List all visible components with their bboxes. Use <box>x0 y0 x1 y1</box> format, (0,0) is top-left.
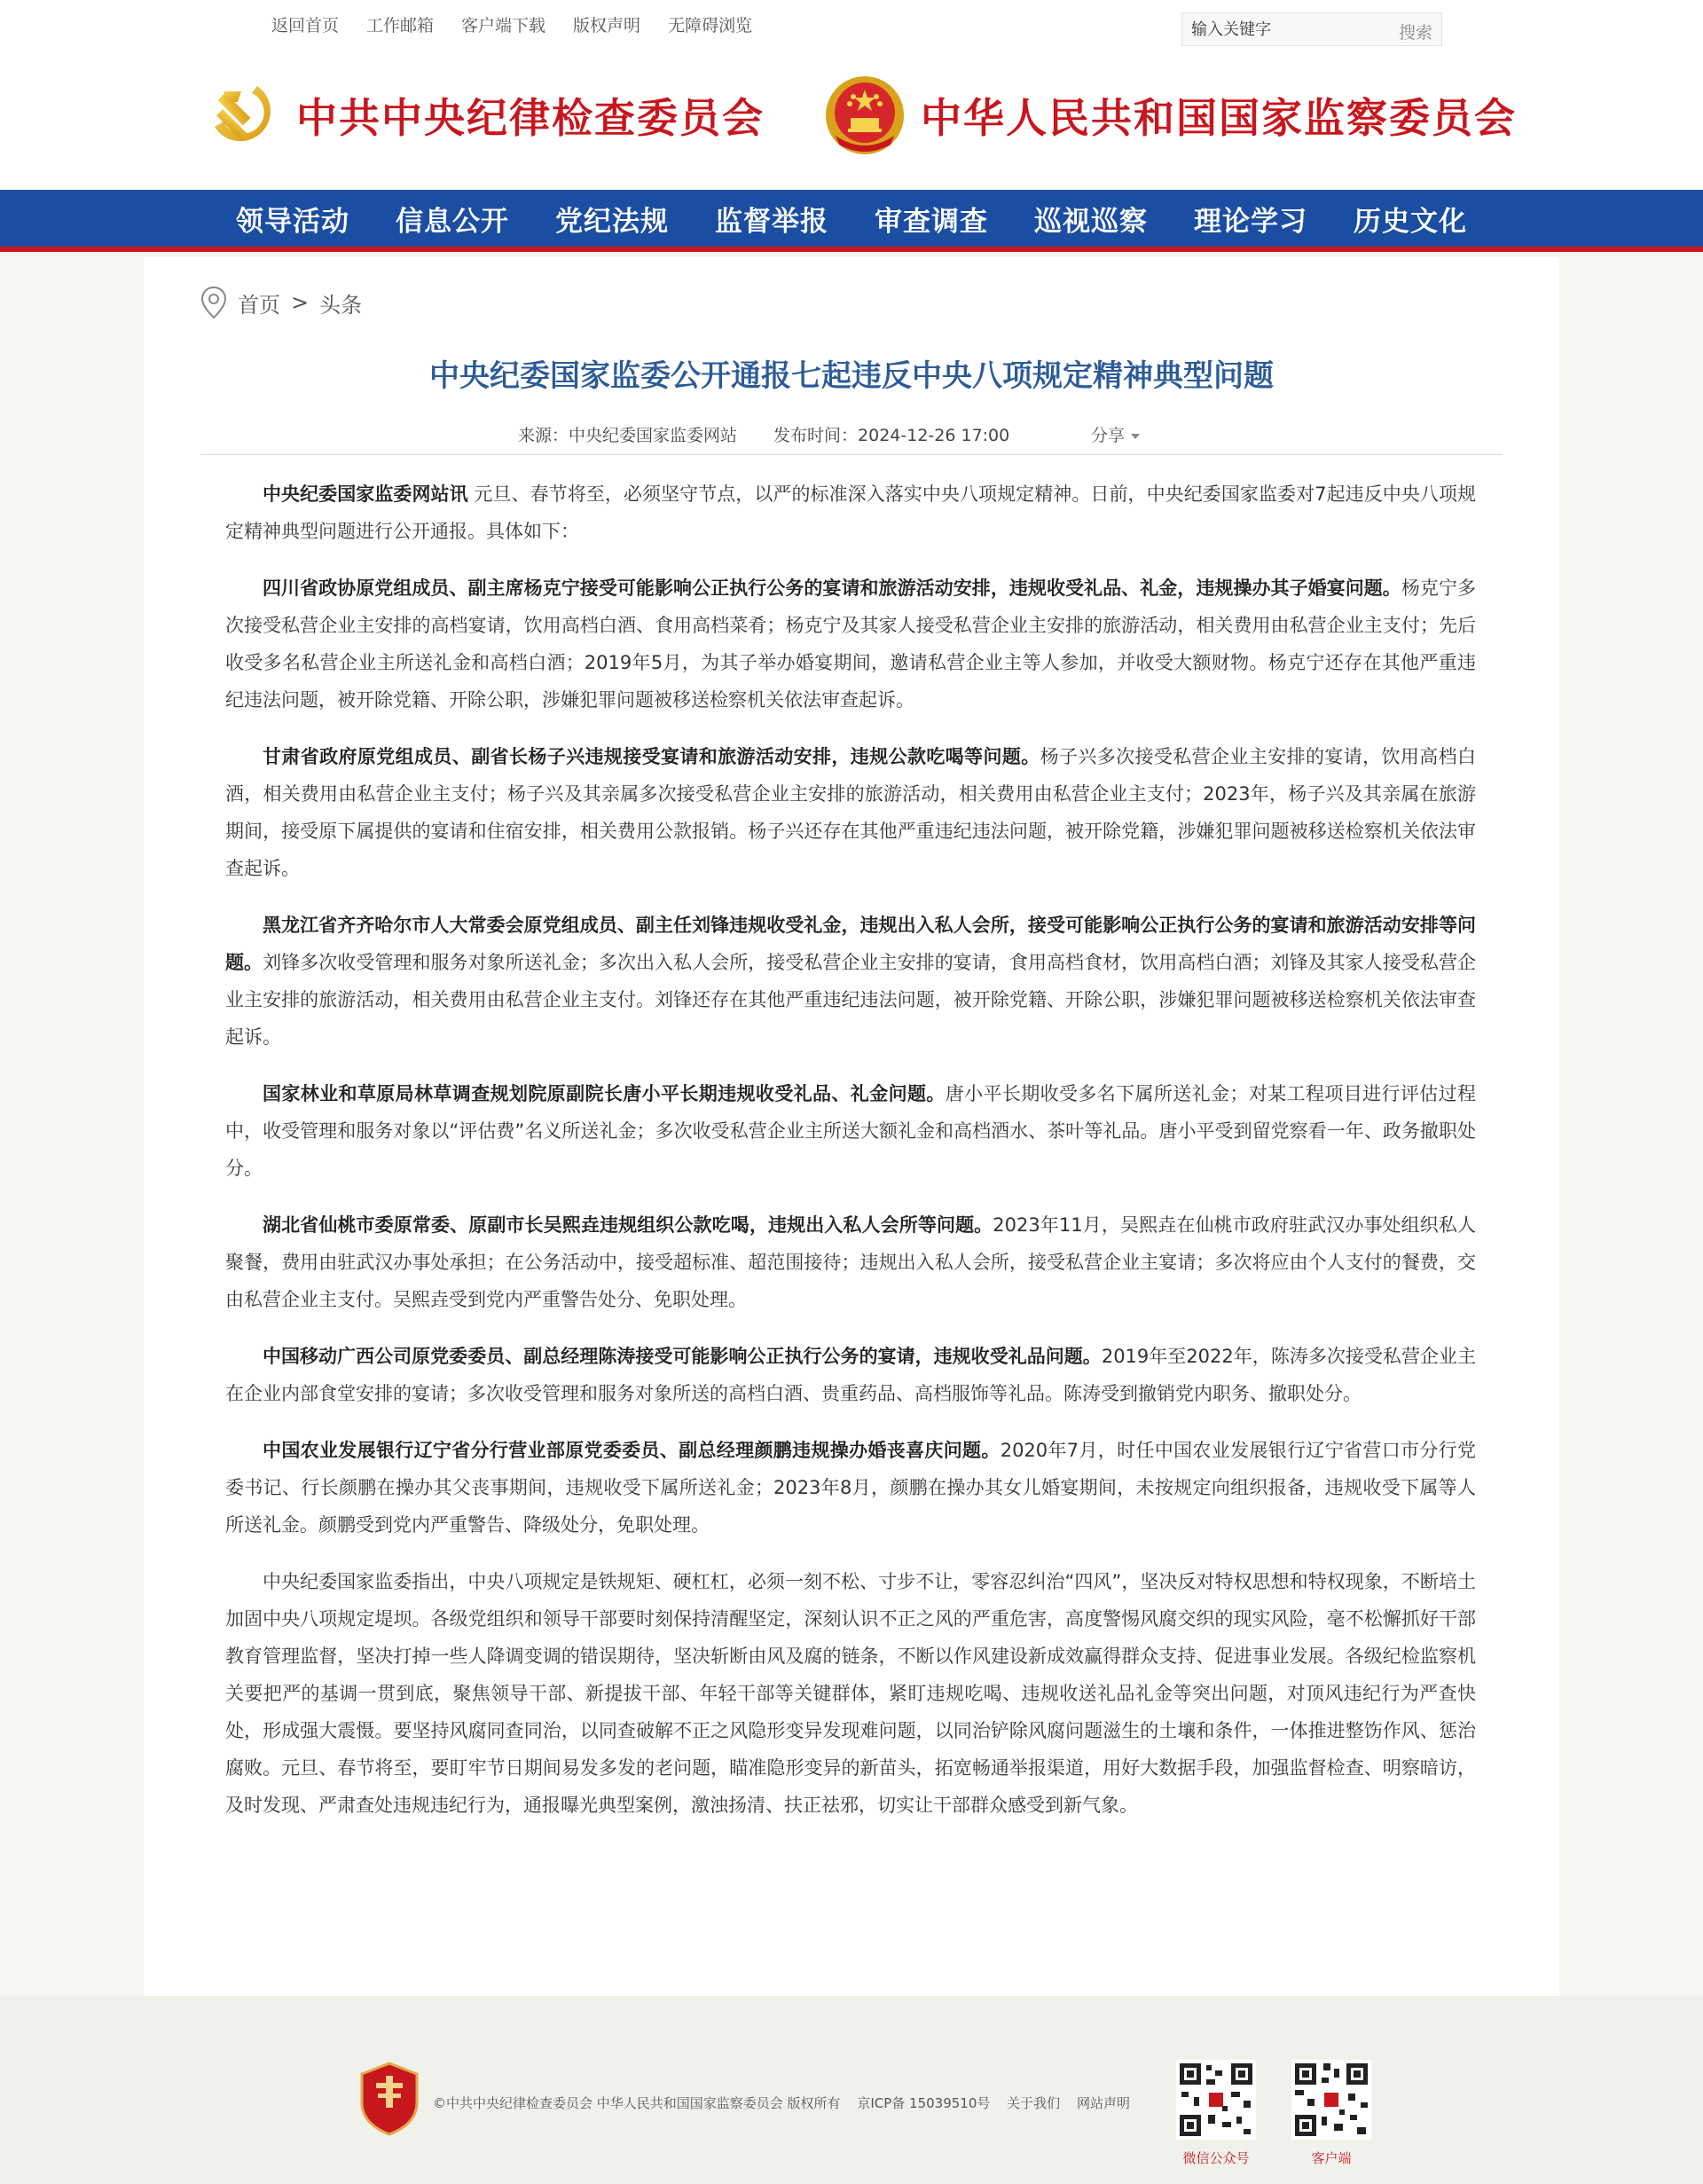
time-label: 发布时间： <box>773 426 859 445</box>
nav-item-regulations[interactable]: 党纪法规 <box>555 205 669 238</box>
client-qr-label: 客户端 <box>1311 2150 1352 2166</box>
nsc-logo[interactable] <box>823 71 1517 160</box>
paragraph-lead: 甘肃省政府原党组成员、副省长杨子兴违规接受宴请和旅游活动安排，违规公款吃喝等问题。 <box>263 746 1040 767</box>
government-badge-icon[interactable] <box>358 2062 420 2136</box>
breadcrumb-current[interactable]: 头条 <box>319 292 363 318</box>
paragraph-text: 杨克宁多次接受私营企业主安排的高档宴请，饮用高档白酒、食用高档菜肴；杨克宁及其家人接受私营企业主安排的旅游活动，相关费用由私营企业主支付；先后收受多名私营企业主所送礼金和高档白酒；2019年5月，为其子举办婚宴期间，邀请私营企业主等人参加，并收受大额财物。杨克宁还存在其他严重违纪违法问题，被开除党籍、开除公职，涉嫌犯罪问题被移送检察机关依法审查起诉。 <box>225 577 1476 711</box>
footer <box>0 1996 1703 2184</box>
wechat-qr-code-icon <box>1176 2060 1256 2140</box>
paragraph-text: 2019年至2022年，陈涛多次接受私营企业主在企业内部食堂安排的宴请；多次收受管理和服务对象所送的高档白酒、贵重药品、高档服饰等礼品。陈涛受到撤销党内职务、撤职处分。 <box>225 1346 1477 1404</box>
nav-item-theory[interactable]: 理论学习 <box>1194 205 1307 238</box>
footer-info <box>433 2094 1142 2112</box>
main-nav <box>0 190 1703 252</box>
paragraph-text: 刘锋多次收受管理和服务对象所送礼金；多次出入私人会所，接受私营企业主安排的宴请，食用高档食材，饮用高档白酒；刘锋及其家人接受私营企业主安排的旅游活动，相关费用由私营企业主支付。刘锋还存在其他严重违纪违法问题，被开除党籍、开除公职，涉嫌犯罪问题被移送检察机关依法审查起诉。 <box>225 952 1476 1048</box>
search-box <box>1181 12 1442 46</box>
source-value: 中央纪委国家监委网站 <box>569 426 738 445</box>
article-paragraph <box>225 475 1476 550</box>
top-link-client-download[interactable]: 客户端下载 <box>461 16 546 35</box>
search-input[interactable] <box>1182 13 1369 45</box>
breadcrumb <box>200 286 362 319</box>
client-qr-code-icon <box>1291 2060 1371 2140</box>
paragraph-lead: 国家林业和草原局林草调查规划院原副院长唐小平长期违规收受礼品、礼金问题。 <box>263 1083 946 1104</box>
top-links <box>271 12 752 36</box>
paragraph-lead: 四川省政协原党组成员、副主席杨克宁接受可能影响公正执行公务的宴请和旅游活动安排，违规收受礼品、礼金，违规操办其子婚宴问题。 <box>263 577 1401 599</box>
paragraph-text: 2020年7月，时任中国农业发展银行辽宁省营口市分行党委书记、行长颜鹏在操办其父丧事期间，违规收受下属所送礼金；2023年8月，颜鹏在操办其女儿婚宴期间，未按规定向组织报备，违规收受下属等人所送礼金。颜鹏受到党内严重警告、降级处分，免职处理。 <box>225 1440 1476 1536</box>
article-title: 中央纪委国家监委公开通报七起违反中央八项规定精神典型问题 <box>429 358 1274 394</box>
chevron-down-icon <box>1130 433 1141 440</box>
ccdi-logo-text: 中共中央纪律检查委员会 <box>296 94 765 142</box>
paragraph-lead: 湖北省仙桃市委原常委、原副市长吴熙垚违规组织公款吃喝，违规出入私人会所等问题。 <box>263 1214 993 1236</box>
article-paragraph <box>225 1432 1476 1544</box>
footer-icp[interactable]: 京ICP备 15039510号 <box>857 2095 991 2111</box>
source-label: 来源： <box>518 426 569 445</box>
top-link-copyright[interactable]: 版权声明 <box>573 16 641 35</box>
share-label: 分享 <box>1091 426 1126 445</box>
breadcrumb-home[interactable]: 首页 <box>238 292 280 318</box>
header <box>0 0 1703 190</box>
article-source <box>518 422 737 446</box>
paragraph-text: 中央纪委国家监委指出，中央八项规定是铁规矩、硬杠杠，必须一刻不松、寸步不让，零容忍纠治“四风”，坚决反对特权思想和特权现象，不断培土加固中央八项规定堤坝。各级党组织和领导干部要时刻保持清醒坚定，深刻认识不正之风的严重危害，高度警惕风腐交织的现实风险，毫不松懈抓好干部教育管理监督，坚决打掉一些人降调变调的错误期待，坚决斩断由风及腐的链条，不断以作风建设新成效赢得群众支持、促进事业发展。各级纪检监察机关要把严的基调一贯到底，聚焦领导干部、新提拔干部、年轻干部等关键群体，紧盯违规吃喝、违规收送礼品礼金等突出问题，对顶风违纪行为严查快处，形成强大震慑。要坚持风腐同查同治，以同查破解不正之风隐形变异发现难问题，以同治铲除风腐问题滋生的土壤和条件，一体推进整饬作风、惩治腐败。元旦、春节将至，要盯牢节日期间易发多发的老问题，瞄准隐形变异的新苗头，拓宽畅通举报渠道，用好大数据手段，加强监督检查、明察暗访，及时发现、严肃查处违规违纪行为，通报曝光典型案例，激浊扬清、扶正祛邪，切实让干部群众感受到新气象。 <box>225 1571 1476 1816</box>
top-link-home[interactable]: 返回首页 <box>271 16 340 35</box>
article-paragraph <box>225 907 1476 1056</box>
paragraph-text: 2023年11月，吴熙垚在仙桃市政府驻武汉办事处组织私人聚餐，费用由驻武汉办事处承担；在公务活动中，接受超标准、超范围接待；违规出入私人会所，接受私营企业主宴请；多次将应由个人支付的餐费，交由私营企业主支付。吴熙垚受到党内严重警告处分、免职处理。 <box>225 1214 1476 1310</box>
top-link-mail[interactable]: 工作邮箱 <box>366 16 435 35</box>
search-button[interactable]: 搜索 <box>1398 23 1432 43</box>
paragraph-text: 元旦、春节将至，必须坚守节点，以严的标准深入落实中央八项规定精神。日前，中央纪委国家监委对7起违反中央八项规定精神典型问题进行公开通报。具体如下： <box>225 483 1477 542</box>
nav-item-inspection[interactable]: 巡视巡察 <box>1034 205 1148 238</box>
article-paragraph <box>225 1563 1476 1824</box>
nav-items <box>236 190 1467 247</box>
footer-copyright: ©中共中央纪律检查委员会 中华人民共和国国家监察委员会 版权所有 <box>433 2095 841 2111</box>
national-emblem-icon <box>823 74 906 157</box>
top-link-accessibility[interactable]: 无障碍浏览 <box>668 16 753 35</box>
article-paragraph <box>225 570 1476 719</box>
paragraph-text: 杨子兴多次接受私营企业主安排的宴请，饮用高档白酒，相关费用由私营企业主支付；杨子兴及其亲属多次接受私营企业主安排的旅游活动，相关费用由私营企业主支付；2023年，杨子兴及其亲属在旅游期间，接受原下属提供的宴请和住宿安排，相关费用公款报销。杨子兴还存在其他严重违纪违法问题，被开除党籍，涉嫌犯罪问题被移送检察机关依法审查起诉。 <box>225 746 1477 879</box>
paragraph-lead: 中国农业发展银行辽宁省分行营业部原党委委员、副总经理颜鹏违规操办婚丧喜庆问题。 <box>263 1440 1001 1461</box>
article-time <box>773 422 1009 446</box>
footer-statement-link[interactable]: 网站声明 <box>1076 2095 1130 2111</box>
ccdi-logo[interactable] <box>202 71 765 160</box>
article-paragraph <box>225 1075 1476 1187</box>
nav-item-leadership[interactable]: 领导活动 <box>236 205 349 238</box>
article-paragraph <box>225 1338 1476 1412</box>
paragraph-text: 唐小平长期收受多名下属所送礼金；对某工程项目进行评估过程中，收受管理和服务对象以“评估费”名义所送礼金；多次收受私营企业主所送大额礼金和高档酒水、茶叶等礼品。唐小平受到留党察看一年、政务撤职处分。 <box>225 1083 1477 1179</box>
nsc-logo-text: 中华人民共和国国家监察委员会 <box>921 94 1517 142</box>
nav-item-information[interactable]: 信息公开 <box>396 205 509 238</box>
time-value: 2024-12-26 17:00 <box>858 426 1010 445</box>
nav-item-report[interactable]: 监督举报 <box>715 205 828 238</box>
divider <box>200 454 1503 455</box>
party-emblem-icon <box>202 75 282 155</box>
paragraph-lead: 中国移动广西公司原党委委员、副总经理陈涛接受可能影响公正执行公务的宴请，违规收受礼品问题。 <box>263 1346 1102 1367</box>
nav-item-investigation[interactable]: 审查调查 <box>875 205 988 238</box>
footer-about-link[interactable]: 关于我们 <box>1007 2095 1061 2111</box>
wechat-qr-label: 微信公众号 <box>1182 2150 1250 2166</box>
location-pin-icon <box>200 286 227 319</box>
breadcrumb-separator: > <box>291 290 310 315</box>
paragraph-lead: 黑龙江省齐齐哈尔市人大常委会原党组成员、副主任刘锋违规收受礼金，违规出入私人会所，接受可能影响公正执行公务的宴请和旅游活动安排等问题。 <box>225 915 1476 973</box>
nav-item-history[interactable]: 历史文化 <box>1354 205 1467 238</box>
article-container <box>144 257 1559 1996</box>
paragraph-lead: 中央纪委国家监委网站讯 <box>263 483 468 505</box>
article-paragraph <box>225 1206 1476 1318</box>
article-paragraph <box>225 738 1476 887</box>
article-body <box>225 475 1476 1843</box>
share-dropdown[interactable] <box>1091 422 1141 446</box>
